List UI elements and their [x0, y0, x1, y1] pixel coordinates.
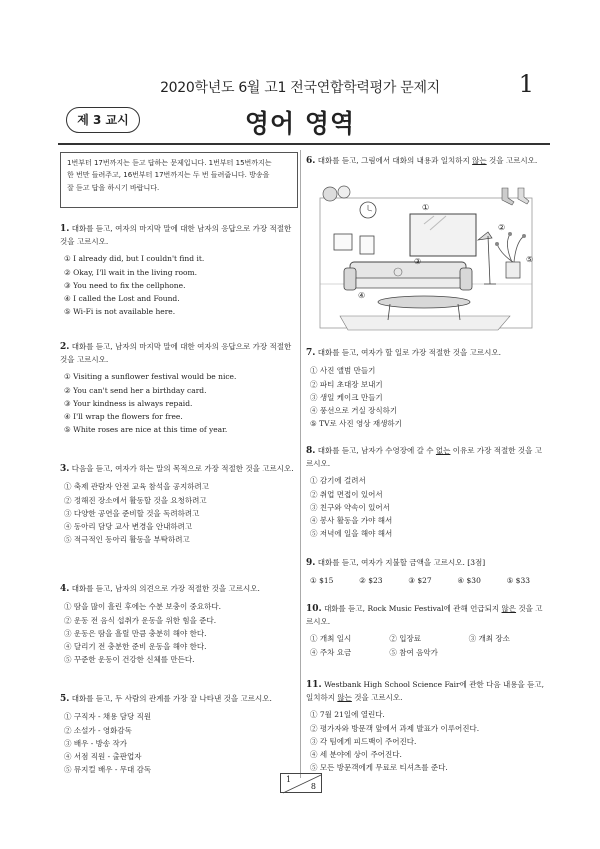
underlined-word: 없는 — [435, 446, 451, 455]
option[interactable]: ② 소설가 - 영화감독 — [64, 725, 132, 735]
option-list — [306, 364, 544, 430]
option[interactable]: ③ 배우 - 방송 작가 — [64, 738, 128, 748]
option[interactable]: ④ 세 분야에 상이 주어진다. — [310, 749, 402, 759]
question-text: 대화를 듣고, 그림에서 대화의 내용과 일치하지 — [317, 156, 473, 165]
page-number: 1 — [518, 70, 534, 98]
question-number: 10. — [306, 604, 322, 614]
option[interactable]: ② Okay, I'll wait in the living room. — [64, 267, 198, 277]
underlined-word: 않는 — [337, 693, 352, 703]
page-indicator — [280, 773, 322, 793]
coffee-table — [340, 296, 510, 330]
option[interactable]: ⑤ 적극적인 동아리 활동을 부탁하려고 — [64, 534, 190, 544]
option-list — [306, 708, 544, 774]
option[interactable]: ④ 동아리 담당 교사 변경을 안내하려고 — [64, 521, 193, 531]
option[interactable]: ④ 서점 직원 - 출판업자 — [64, 751, 142, 761]
option[interactable]: ③ 운동은 땀을 흘릴 만큼 충분히 해야 한다. — [64, 628, 207, 638]
option[interactable]: ③ 개최 장소 — [468, 634, 510, 644]
label-1: ① — [422, 203, 430, 212]
question-text: 것을 고르시오. — [306, 604, 543, 627]
option[interactable]: ③ 다양한 공연을 준비할 것을 독려하려고 — [64, 508, 200, 518]
option[interactable]: ④ 주차 요금 — [310, 647, 352, 657]
option[interactable]: ① $15 — [310, 576, 334, 586]
picture-frame — [360, 236, 374, 254]
question-number: 4. — [60, 584, 70, 594]
option[interactable]: ② 평가자와 방문객 앞에서 과제 발표가 이루어진다. — [310, 723, 480, 733]
question-number: 11. — [306, 680, 322, 690]
option[interactable]: ② You can't send her a birthday card. — [64, 385, 207, 395]
option[interactable]: ① 개최 일시 — [310, 634, 352, 644]
option[interactable]: ② 취업 면접이 있어서 — [310, 489, 383, 499]
option[interactable]: ④ I called the Lost and Found. — [64, 293, 180, 303]
option[interactable]: ⑤ Wi-Fi is not available here. — [64, 306, 176, 316]
option[interactable]: ② 입장료 — [389, 634, 421, 644]
question-text: 다음을 듣고, 여자가 하는 말의 목적으로 가장 적절한 것을 고르시오. — [71, 464, 294, 473]
question-7 — [306, 346, 544, 430]
question-text: 대화를 듣고, 남자가 수영장에 갈 수 — [317, 446, 436, 455]
option[interactable]: ③ Your kindness is always repaid. — [64, 398, 193, 408]
option[interactable]: ④ $30 — [457, 576, 481, 586]
option-list — [60, 252, 298, 318]
total-pages: 8 — [310, 782, 316, 791]
question-text: 대화를 듣고, 여자가 할 일로 가장 적절한 것을 고르시오. — [317, 348, 502, 357]
option-list — [306, 632, 544, 658]
option-list — [60, 480, 298, 546]
option-list — [306, 474, 544, 540]
option[interactable]: ⑤ TV로 사진 영상 재생하기 — [310, 418, 402, 428]
underlined-word: 않는 — [472, 156, 487, 165]
option[interactable]: ② 파티 초대장 보내기 — [310, 379, 383, 389]
question-10 — [306, 602, 544, 659]
option[interactable]: ⑤ 모든 방문객에게 무료로 티셔츠를 준다. — [310, 762, 448, 772]
subject-title: 영어 영역 — [244, 109, 356, 138]
question-text: 대화를 듣고, 여자가 지불할 금액을 고르시오. [3점] — [317, 558, 486, 567]
question-text: 것을 고르시오. — [486, 156, 538, 165]
option[interactable]: ① I already did, but I couldn't find it. — [64, 254, 205, 264]
question-number: 2. — [60, 342, 70, 352]
left-column — [60, 150, 298, 778]
picture-frame — [334, 234, 352, 250]
question-text: 대화를 듣고, 남자의 의견으로 가장 적절한 것을 고르시오. — [71, 584, 260, 593]
question-9 — [306, 556, 544, 588]
option[interactable]: ⑤ $33 — [506, 576, 530, 586]
living-room-illustration — [306, 184, 542, 332]
option[interactable]: ③ 생일 케이크 만들기 — [310, 392, 383, 402]
header-rule — [58, 143, 550, 145]
option[interactable]: ④ I'll wrap the flowers for free. — [64, 411, 183, 421]
question-text: 이유로 가장 적절한 것을 고르시오. — [306, 446, 543, 469]
label-5: ⑤ — [526, 255, 534, 264]
question-text: Westbank High School Science Fair에 관한 다음 내용을 듣고, 일치하지 — [306, 680, 544, 703]
notice-line: 한 번만 들려주고, 16번부터 17번까지는 두 번 들려줍니다. 방송을 — [67, 171, 270, 180]
period-badge: 제 3 교시 — [66, 107, 140, 133]
option-list — [60, 600, 298, 666]
question-number: 1. — [60, 224, 70, 234]
question-text: 대화를 듣고, 남자의 마지막 말에 대한 여자의 응답으로 가장 적절한 것을 고르시오. — [60, 342, 292, 365]
sofa — [344, 262, 472, 290]
current-page: 1 — [286, 775, 292, 784]
question-number: 8. — [306, 446, 316, 456]
label-2: ② — [498, 223, 506, 232]
option[interactable]: ④ 봉사 활동을 가야 해서 — [310, 515, 393, 525]
right-column — [306, 150, 544, 778]
option[interactable]: ① 축제 관람자 안전 교육 참석을 공지하려고 — [64, 482, 209, 492]
underlined-word: 않은 — [501, 604, 517, 613]
option[interactable]: ⑤ 꾸준한 운동이 건강한 신체를 만든다. — [64, 654, 195, 664]
question-number: 6. — [306, 156, 316, 166]
option-list — [60, 370, 298, 436]
option[interactable]: ① 구직자 - 채용 담당 직원 — [64, 712, 152, 722]
balloons-left — [323, 186, 350, 201]
question-text: 대화를 듣고, 여자의 마지막 말에 대한 남자의 응답으로 가장 적절한 것을 고르시오. — [60, 224, 292, 247]
option[interactable]: ⑤ 뮤지컬 배우 - 무대 감독 — [64, 764, 152, 774]
exam-title: 2020학년도 6월 고1 전국연합학력평가 문제지 — [160, 80, 440, 96]
listening-notice — [60, 152, 298, 208]
option[interactable]: ① Visiting a sunflower festival would be nice. — [64, 372, 237, 382]
question-11 — [306, 678, 544, 774]
question-text: 대화를 듣고, 두 사람의 관계를 가장 잘 나타낸 것을 고르시오. — [71, 694, 272, 703]
question-6 — [306, 154, 544, 168]
wall-screen — [410, 214, 476, 256]
option[interactable]: ③ 친구와 약속이 있어서 — [310, 502, 390, 512]
notice-line: 잘 듣고 답을 하시기 바랍니다. — [67, 183, 160, 192]
label-4: ④ — [358, 291, 366, 300]
option[interactable]: ② 정해진 장소에서 활동할 것을 요청하려고 — [64, 495, 207, 505]
option[interactable]: ① 사진 앨범 만들기 — [310, 366, 376, 376]
column-divider — [300, 150, 301, 778]
option[interactable]: ⑤ 참여 음악가 — [389, 647, 438, 657]
option-list — [306, 574, 544, 587]
notice-line: 1번부터 17번까지는 듣고 답하는 문제입니다. 1번부터 15번까지는 — [67, 159, 272, 167]
question-2 — [60, 340, 298, 436]
question-3 — [60, 462, 298, 546]
potted-plant — [495, 232, 526, 278]
question-4 — [60, 582, 298, 666]
label-3: ③ — [414, 257, 422, 266]
option[interactable]: ④ 풍선으로 거실 장식하기 — [310, 405, 398, 415]
option[interactable]: ② 운동 전 음식 섭취가 운동을 위한 힘을 준다. — [64, 615, 217, 625]
question-number: 5. — [60, 694, 70, 704]
option[interactable]: ③ 각 팀에게 피드백이 주어진다. — [310, 736, 417, 746]
option[interactable]: ⑤ White roses are nice at this time of year. — [64, 424, 228, 434]
option[interactable]: ① 땀을 많이 흘린 후에는 수분 보충이 중요하다. — [64, 602, 221, 612]
question-number: 3. — [60, 464, 70, 474]
question-text: 대화를 듣고, Rock Music Festival에 관해 언급되지 — [324, 604, 502, 613]
hanging-socks-right — [502, 188, 529, 205]
floor-lamp — [478, 232, 496, 284]
question-1 — [60, 222, 298, 318]
question-5 — [60, 692, 298, 776]
question-number: 9. — [306, 558, 316, 568]
option[interactable]: ⑤ 저녁에 일을 해야 해서 — [310, 528, 393, 538]
option[interactable]: ③ $27 — [408, 576, 432, 586]
question-8 — [306, 444, 544, 540]
option[interactable]: ③ You need to fix the cellphone. — [64, 280, 186, 290]
option[interactable]: ① 7월 21일에 열린다. — [310, 710, 385, 720]
option[interactable]: ② $23 — [359, 576, 383, 586]
option-list — [60, 710, 298, 776]
option[interactable]: ④ 달리기 전 충분한 준비 운동을 해야 한다. — [64, 641, 207, 651]
option[interactable]: ① 감기에 걸려서 — [310, 476, 366, 486]
question-text: 것을 고르시오. — [351, 693, 403, 703]
question-number: 7. — [306, 348, 316, 358]
